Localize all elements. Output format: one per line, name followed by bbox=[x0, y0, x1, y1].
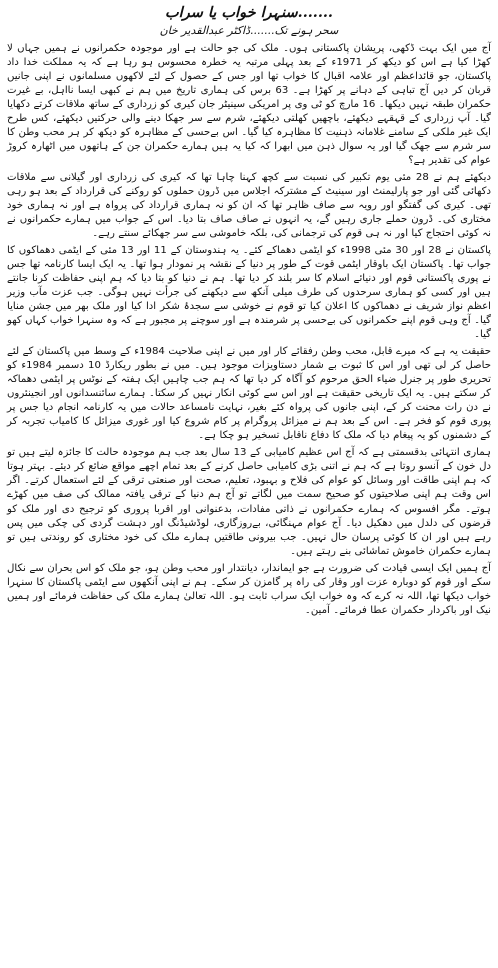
paragraph: حقیقت یہ ہے کہ میرے قابل، محب وطن رفقائے کار اور میں نے اپنی صلاحیت 1984ء کے وسط میں پاکستان کے لئے حاصل کر لی تھی اور اس کا ثبوت بے شمار دستاویزات موجود ہیں۔ میں نے بطور ریکارڈ 10 دسمبر 1984ء کو تحریری طور پر جنرل ضیاء الحق مرحوم کو آگاہ کر دیا تھا کہ ہم جب چاہیں ایک ہفتہ کے نوٹس پر ایٹمی دھماکہ کر سکتے ہیں۔ یہ ایک تاریخی حقیقت ہے اور اس سے کوئی انکار نہیں کر سکتا۔ ہمارے سائنسدانوں اور انجینئروں نے دن رات محنت کر کے، اپنی جانوں کی پرواہ کئے بغیر، نہایت نامساعد حالات میں یہ کارنامہ انجام دیا جس پر پوری قوم کو فخر ہے۔ اس کے بعد ہم نے میزائل پروگرام پر کام شروع کیا اور غوری میزائل کا کامیاب تجربہ کر کے دشمنوں کو یہ پیغام دیا کہ ملک کا دفاع ناقابل تسخیر ہو چکا ہے۔ bbox=[7, 346, 491, 442]
paragraph: آج ہمیں ایک ایسی قیادت کی ضرورت ہے جو ایماندار، دیانتدار اور محب وطن ہو، جو ملک کو اس بحران سے نکال سکے اور قوم کو دوبارہ عزت اور وقار کی راہ پر گامزن کر سکے۔ ہم نے اپنی آنکھوں سے ایٹمی پاکستان کا سنہرا خواب دیکھا تھا، اللہ نہ کرے کہ وہ خواب ایک سراب ثابت ہو۔ اللہ تعالیٰ ہمارے ملک کی حفاظت فرمائے اور ہمیں نیک اور باکردار حکمران عطا فرمائے۔ آمین۔ bbox=[7, 562, 491, 616]
paragraph: ہماری انتہائی بدقسمتی ہے کہ آج اس عظیم کامیابی کے 13 سال بعد جب ہم موجودہ حالت کا جائزہ لیتے ہیں تو دل خون کے آنسو روتا ہے کہ ہم نے اتنی بڑی کامیابی حاصل کرنے کے بعد تمام اچھے مواقع ضائع کر دیئے۔ بہتر ہوتا کہ ہم اپنی طاقت اور وسائل کو عوام کی فلاح و بہبود، تعلیم، صحت اور صنعتی ترقی کے لئے استعمال کرتے۔ اگر اس وقت ہم اپنی صلاحیتوں کو صحیح سمت میں لگاتے تو آج ہم دنیا کے ترقی یافتہ ممالک کی صف میں کھڑے ہوتے۔ مگر افسوس کہ ہمارے حکمرانوں نے ذاتی مفادات، بدعنوانی اور اقربا پروری کو ترجیح دی اور ملک کو قرضوں کی دلدل میں دھکیل دیا۔ آج عوام مہنگائی، بےروزگاری، لوڈشیڈنگ اور دہشت گردی کی چکی میں پس رہے ہیں اور ان کا کوئی پرسان حال نہیں۔ جب بیرونی طاقتیں ہمارے ملک کی خود مختاری کو روندتی ہیں تو ہمارے حکمران خاموش تماشائی بنے رہتے ہیں۔ bbox=[7, 447, 491, 557]
article-body bbox=[7, 42, 491, 618]
paragraph: دیکھئے ہم نے 28 مئی یوم تکبیر کی نسبت سے کچھ کہنا چاہا تھا کہ کیری کی زرداری اور گیلانی سے ملاقات دکھائی گئی اور جو پارلیمنٹ اور سینیٹ کے مشترکہ اجلاس میں ڈرون حملوں کو روکنے کی قرارداد کے بعد ہو رہی تھی۔ کیری کی گفتگو اور رویہ سے صاف ظاہر تھا کہ ان کو نہ ہماری قرارداد کی پرواہ ہے اور نہ ہماری خود مختاری کی۔ ڈرون حملے جاری رہیں گے، یہ انہوں نے صاف صاف بتا دیا۔ اس کے جواب میں ہمارے حکمرانوں نے نہ کوئی احتجاج کیا اور نہ ہی قوم کی ترجمانی کی، بلکہ خاموشی سے سر جھکائے سنتے رہے۔ bbox=[7, 172, 491, 240]
article-byline: سحر ہونے تک.......ڈاکٹر عبدالقدیر خان bbox=[159, 24, 339, 37]
paragraph: آج میں ایک بہت ڈکھی، پریشان پاکستانی ہوں۔ ملک کی جو حالت ہے اور موجودہ حکمرانوں نے ہمیں جہاں لا کھڑا کیا ہے اس کو دیکھ کر 1971ء کے بعد پہلی مرتبہ یہ خطرہ محسوس ہو رہا ہے کہ یہ مملکت خدا داد پاکستان، جو قائداعظم اور علامہ اقبال کا خواب تھا اور جس کے حصول کے لئے لاکھوں مسلمانوں نے اپنی جانیں قربان کر دیں آج تباہی کے دہانے پر کھڑا ہے۔ 63 برس کی ہماری تاریخ میں ہم نے کبھی ایسا نااہل، بے غیرت حکمران طبقہ نہیں دیکھا۔ 16 مارچ کو ٹی وی پر امریکی سینیٹر جان کیری کو زرداری کے ساتھ ملاقات کرتے دکھایا گیا۔ آپ زرداری کے قہقہے دیکھئے، باچھیں کھلتی دیکھئے، شرم سے سر جھکا دینے والی حرکتیں دیکھئے، کس طرح ایک غیر ملکی کے سامنے غلامانہ ذہنیت کا مظاہرہ کیا گیا۔ اس بےحسی کے مظاہرہ کو دیکھ کر ہر محب وطن کا سر شرم سے جھک گیا اور یہ سوال ذہن میں ابھرا کہ کیا یہ ہیں ہمارے حکمران جن کے ہاتھوں میں اٹھارہ کروڑ عوام کی تقدیر ہے؟ bbox=[7, 43, 491, 167]
paragraph: پاکستان نے 28 اور 30 مئی 1998ء کو ایٹمی دھماکے کئے۔ یہ ہندوستان کے 11 اور 13 مئی کے ایٹمی دھماکوں کا جواب تھا۔ پاکستان ایک باوقار ایٹمی قوت کے طور پر دنیا کے نقشہ پر نمودار ہوا تھا۔ یہ ایک ایسا کارنامہ تھا جس نے پوری پاکستانی قوم اور دنیائے اسلام کا سر بلند کر دیا تھا۔ ہم نے دنیا کو بتا دیا کہ ہم اپنی حفاظت کرنا جانتے ہیں اور کسی کو ہماری سرحدوں کی طرف میلی آنکھ سے دیکھنے کی جرأت نہیں ہوگی۔ جب عزت مآب وزیر اعظم نواز شریف نے دھماکوں کا اعلان کیا تو قوم نے خوشی سے سجدۂ شکر ادا کیا اور ملک بھر میں جشن منایا گیا۔ آج وہی قوم اپنے حکمرانوں کی بےحسی پر شرمندہ ہے اور سوچنے پر مجبور ہے کہ وہ سنہرا خواب کہاں کھو گیا۔ bbox=[7, 245, 491, 341]
article-title: سنہرا خواب یا سراب....... bbox=[165, 4, 333, 21]
